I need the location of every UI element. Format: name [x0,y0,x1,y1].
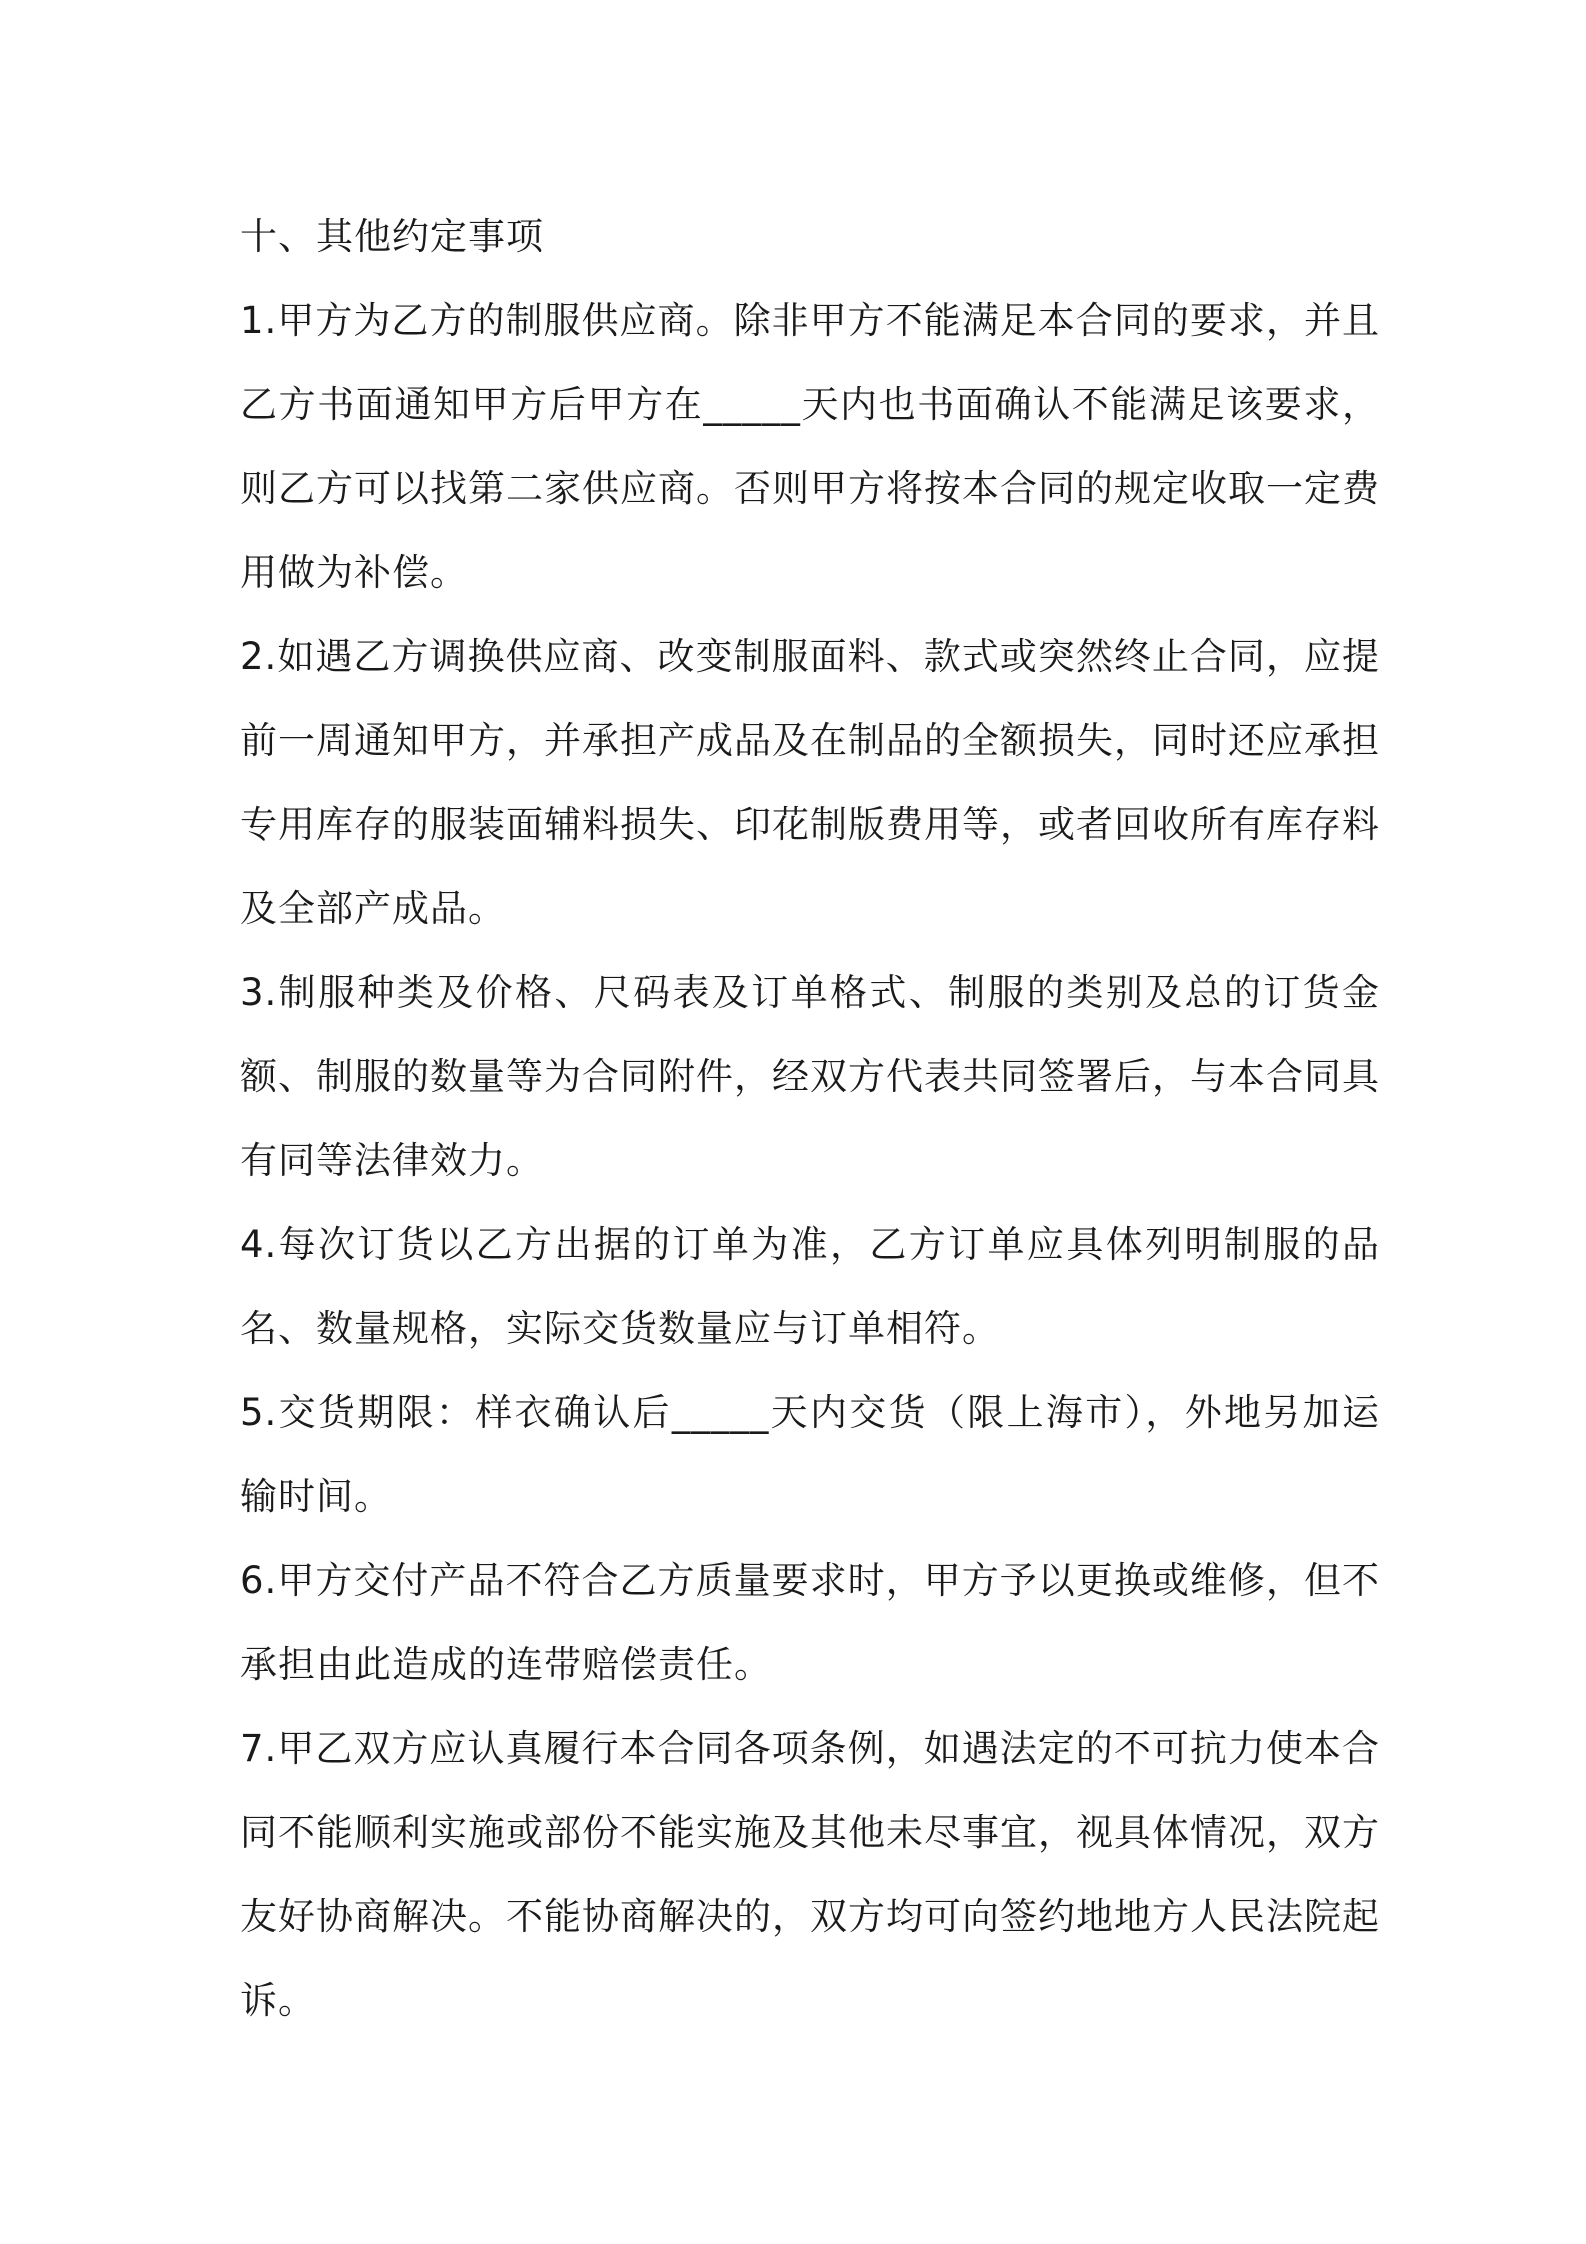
clause-7: 7.甲乙双方应认真履行本合同各项条例，如遇法定的不可抗力使本合同不能顺利实施或部份不能实施及其他未尽事宜，视具体情况，双方友好协商解决。不能协商解决的，双方均可向签约地地方人民法院起诉。 [240,1727,1380,2022]
clause-4: 4.每次订货以乙方出据的订单为准，乙方订单应具体列明制服的品名、数量规格，实际交货数量应与订单相符。 [240,1223,1380,1350]
clause-3: 3.制服种类及价格、尺码表及订单格式、制服的类别及总的订货金额、制服的数量等为合同附件，经双方代表共同签署后，与本合同具有同等法律效力。 [240,971,1380,1182]
clause-6: 6.甲方交付产品不符合乙方质量要求时，甲方予以更换或维修，但不承担由此造成的连带赔偿责任。 [240,1559,1380,1686]
section-heading: 十、其他约定事项 [240,215,544,258]
clause-1: 1.甲方为乙方的制服供应商。除非甲方不能满足本合同的要求，并且乙方书面通知甲方后甲方在_____天内也书面确认不能满足该要求，则乙方可以找第二家供应商。否则甲方将按本合同的规定收取一定费用做为补偿。 [240,299,1380,594]
clause-5: 5.交货期限：样衣确认后_____天内交货（限上海市），外地另加运输时间。 [240,1391,1380,1518]
document-page [240,195,1380,2043]
clause-2: 2.如遇乙方调换供应商、改变制服面料、款式或突然终止合同，应提前一周通知甲方，并承担产成品及在制品的全额损失，同时还应承担专用库存的服装面辅料损失、印花制版费用等，或者回收所有库存料及全部产成品。 [240,635,1380,930]
